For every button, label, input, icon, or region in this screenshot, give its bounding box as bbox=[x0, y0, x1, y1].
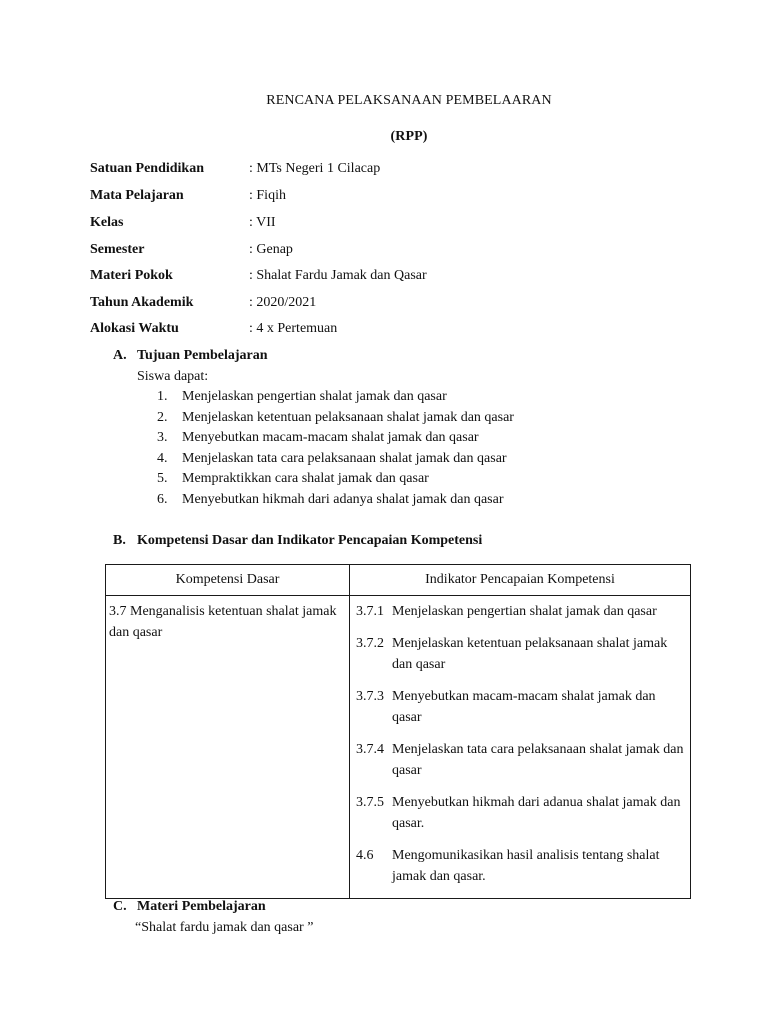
indicator-text: Mengomunikasikan hasil analisis tentang shalat jamak dan qasar. bbox=[392, 848, 660, 884]
kd-cell bbox=[106, 596, 350, 899]
identity-value-alokasi: : 4 x Pertemuan bbox=[249, 321, 338, 336]
indicator-cell bbox=[350, 596, 691, 899]
indicator-text: Menyebutkan hikmah dari adanua shalat jamak dan qasar. bbox=[392, 795, 681, 831]
objective-text: Menjelaskan ketentuan pelaksanaan shalat jamak dan qasar bbox=[182, 410, 514, 425]
kd-text: 3.7 Menganalisis ketentuan shalat jamak dan qasar bbox=[109, 604, 337, 640]
identity-label-mapel: Mata Pelajaran bbox=[90, 188, 184, 203]
objective-text: Menyebutkan hikmah dari adanya shalat jamak dan qasar bbox=[182, 492, 504, 507]
identity-label-tahun: Tahun Akademik bbox=[90, 295, 194, 310]
objective-text: Menjelaskan tata cara pelaksanaan shalat jamak dan qasar bbox=[182, 451, 507, 466]
objective-text: Menyebutkan macam-macam shalat jamak dan qasar bbox=[182, 430, 479, 445]
objective-number: 3. bbox=[157, 430, 168, 445]
indicator-text: Menjelaskan pengertian shalat jamak dan qasar bbox=[392, 604, 657, 619]
indicator-text: Menyebutkan macam-macam shalat jamak dan qasar bbox=[392, 689, 656, 725]
indicator-item bbox=[356, 739, 684, 781]
table-row bbox=[106, 596, 691, 899]
identity-label-satuan: Satuan Pendidikan bbox=[90, 161, 204, 176]
section-b-title: Kompetensi Dasar dan Indikator Pencapaian Kompetensi bbox=[137, 533, 483, 548]
indicator-item bbox=[356, 792, 684, 834]
indicator-item bbox=[356, 601, 684, 622]
indicator-code: 4.6 bbox=[356, 848, 374, 863]
indicator-code: 3.7.2 bbox=[356, 636, 384, 651]
identity-label-kelas: Kelas bbox=[90, 215, 124, 230]
indicator-code: 3.7.4 bbox=[356, 742, 384, 757]
identity-label-semester: Semester bbox=[90, 242, 145, 257]
indicator-code: 3.7.5 bbox=[356, 795, 384, 810]
document-title: RENCANA PELAKSANAAN PEMBELAARAN bbox=[266, 93, 552, 108]
identity-label-alokasi: Alokasi Waktu bbox=[90, 321, 179, 336]
indicator-item bbox=[356, 686, 684, 728]
section-c-letter: C. bbox=[113, 899, 127, 914]
indicator-code: 3.7.3 bbox=[356, 689, 384, 704]
objective-number: 5. bbox=[157, 471, 168, 486]
identity-value-tahun: : 2020/2021 bbox=[249, 295, 317, 310]
identity-label-materi: Materi Pokok bbox=[90, 268, 173, 283]
indicator-item bbox=[356, 633, 684, 675]
objective-text: Menjelaskan pengertian shalat jamak dan qasar bbox=[182, 389, 447, 404]
identity-value-materi: : Shalat Fardu Jamak dan Qasar bbox=[249, 268, 427, 283]
table-header-row bbox=[106, 565, 691, 596]
identity-value-mapel: : Fiqih bbox=[249, 188, 286, 203]
identity-value-semester: : Genap bbox=[249, 242, 293, 257]
indicator-item bbox=[356, 845, 684, 887]
indicator-text: Menjelaskan ketentuan pelaksanaan shalat jamak dan qasar bbox=[392, 636, 668, 672]
section-b-letter: B. bbox=[113, 533, 126, 548]
objective-number: 4. bbox=[157, 451, 168, 466]
table-header-kd: Kompetensi Dasar bbox=[106, 565, 350, 596]
section-a-title: Tujuan Pembelajaran bbox=[137, 348, 268, 363]
section-a-letter: A. bbox=[113, 348, 127, 363]
identity-value-satuan: : MTs Negeri 1 Cilacap bbox=[249, 161, 381, 176]
indicator-text: Menjelaskan tata cara pelaksanaan shalat jamak dan qasar bbox=[392, 742, 684, 778]
objective-number: 1. bbox=[157, 389, 168, 404]
competency-table bbox=[105, 564, 691, 899]
document-subtitle: (RPP) bbox=[390, 129, 428, 144]
objective-number: 6. bbox=[157, 492, 168, 507]
table-header-indicator: Indikator Pencapaian Kompetensi bbox=[350, 565, 691, 596]
section-c-title: Materi Pembelajaran bbox=[137, 899, 266, 914]
section-c-content: “Shalat fardu jamak dan qasar ” bbox=[135, 920, 314, 935]
section-a-intro: Siswa dapat: bbox=[137, 369, 209, 384]
indicator-code: 3.7.1 bbox=[356, 604, 384, 619]
identity-value-kelas: : VII bbox=[249, 215, 276, 230]
objective-number: 2. bbox=[157, 410, 168, 425]
objective-text: Mempraktikkan cara shalat jamak dan qasar bbox=[182, 471, 429, 486]
